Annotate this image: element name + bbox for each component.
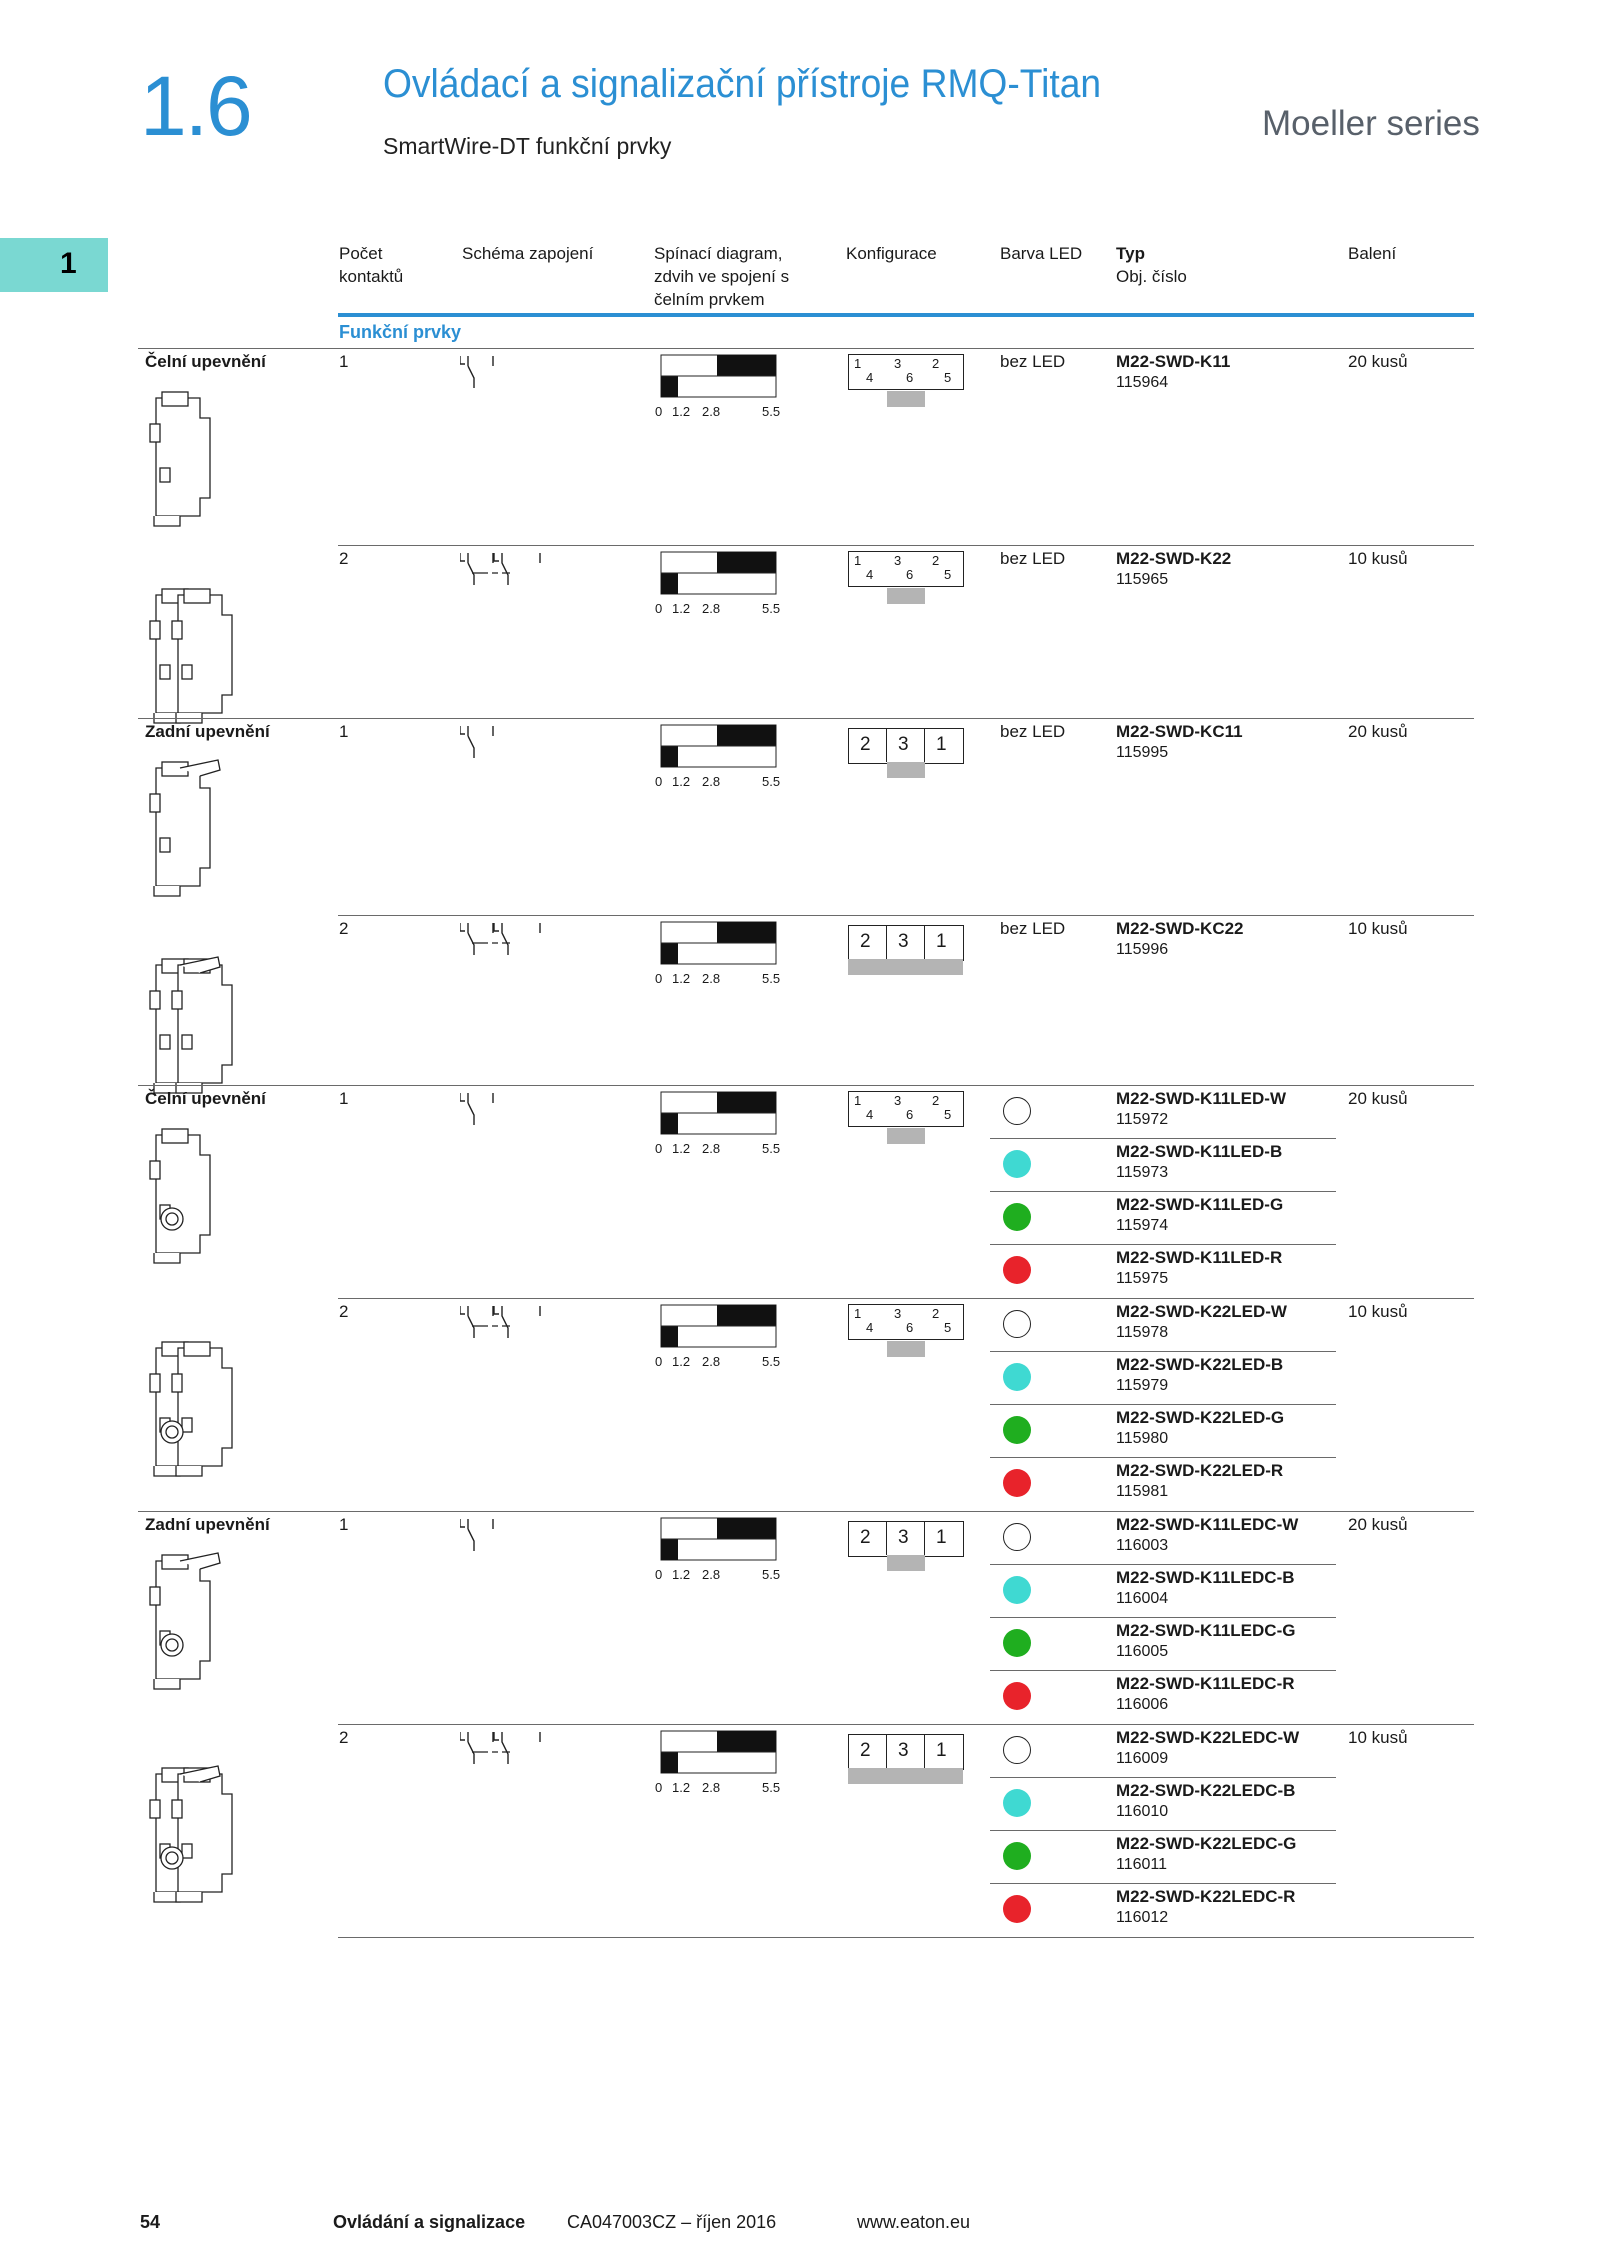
row-divider [338,915,1474,916]
product-type: M22-SWD-K11LED-W [1116,1089,1287,1108]
order-number: 115973 [1116,1164,1169,1181]
led-color-swatch [1003,1576,1031,1604]
config-terminal-label: 6 [906,370,914,385]
config-terminal-label: 4 [866,567,874,582]
config-terminal-label: 2 [932,1093,940,1108]
row-divider [338,1724,1474,1725]
diagram-tick-label: 2.8 [702,1141,721,1156]
diagram-tick-label: 1.2 [672,774,691,789]
row-divider [338,348,1474,349]
variant-divider [990,1617,1336,1618]
config-divider [924,728,925,762]
led-color-swatch [1003,1203,1031,1231]
pack-size: 20 kusů [1348,1515,1408,1534]
header-rule [338,313,1474,317]
contact-element-illustration [140,1551,250,1701]
variant-divider [990,1830,1336,1831]
variant-divider [990,1457,1336,1458]
product-type: M22-SWD-K11 [1116,352,1231,371]
diagram-tick-label: 0 [655,601,663,616]
series-label: Moeller series [1262,104,1480,143]
contact-count: 2 [339,549,349,568]
diagram-tick-label: 1.2 [672,1141,691,1156]
config-terminal-label: 3 [894,356,902,371]
product-type: M22-SWD-K22LEDC-W [1116,1728,1300,1747]
config-terminal-label: 2 [860,931,871,952]
config-divider [924,1734,925,1768]
order-number: 116006 [1116,1696,1169,1713]
column-header-count: Počet kontaktů [339,244,404,286]
product-type: M22-SWD-K22LEDC-G [1116,1834,1297,1853]
column-header-type [1116,242,1187,288]
config-terminal-label: 2 [932,356,940,371]
led-color-swatch [1003,1789,1031,1817]
config-slot-shade [887,1128,925,1144]
wiring-schema-icon [460,724,580,774]
contact-element-illustration [140,1764,250,1914]
product-type: M22-SWD-K11LEDC-W [1116,1515,1299,1534]
mounting-group-label: Zadní upevnění [145,1515,270,1534]
row-divider [338,1298,1474,1299]
page-subtitle: SmartWire-DT funkční prvky [383,133,672,159]
diagram-tick-label: 5.5 [762,404,781,419]
config-terminal-label: 3 [894,1306,902,1321]
variant-divider [990,1777,1336,1778]
diagram-tick-label: 1.2 [672,1780,691,1795]
config-terminal-label: 1 [854,1093,862,1108]
config-terminal-label: 1 [936,931,947,952]
variant-divider [990,1244,1336,1245]
order-number: 115975 [1116,1270,1169,1287]
diagram-tick-label: 1.2 [672,1354,691,1369]
config-terminal-label: 1 [854,356,862,371]
contact-element-illustration [140,758,250,908]
config-terminal-label: 1 [854,553,862,568]
diagram-tick-label: 5.5 [762,774,781,789]
config-terminal-label: 3 [898,1527,909,1548]
order-number: 116011 [1116,1856,1168,1873]
config-slot-shade [887,391,925,407]
order-number: 116005 [1116,1643,1169,1660]
wiring-schema-icon [460,1730,580,1780]
config-divider [886,1521,887,1555]
config-terminal-label: 4 [866,370,874,385]
footer-url[interactable]: www.eaton.eu [857,2212,971,2232]
variant-divider [990,1670,1336,1671]
contact-element-illustration [140,955,250,1105]
diagram-tick-label: 0 [655,1567,663,1582]
variant-divider [990,1883,1336,1884]
contact-element-illustration [140,1338,250,1488]
pack-size: 20 kusů [1348,352,1408,371]
diagram-tick-label: 5.5 [762,1780,781,1795]
side-tab-label: 1 [60,247,77,280]
chapter-side-tab [0,238,108,292]
row-divider [138,718,338,719]
product-type: M22-SWD-K22 [1116,549,1232,568]
column-header-schema: Schéma zapojení [462,244,594,263]
order-number: 116012 [1116,1909,1169,1926]
diagram-tick-label: 5.5 [762,1567,781,1582]
product-type: M22-SWD-K22LED-B [1116,1355,1284,1374]
row-divider [338,1085,1474,1086]
wiring-schema-icon [460,921,580,971]
config-terminal-label: 5 [944,567,952,582]
wiring-schema-icon [460,354,580,404]
contact-count: 2 [339,1728,349,1747]
config-terminal-label: 4 [866,1107,874,1122]
product-type: M22-SWD-K11LEDC-B [1116,1568,1295,1587]
diagram-tick-label: 1.2 [672,971,691,986]
pack-size: 20 kusů [1348,722,1408,741]
footer-doc-code: CA047003CZ – říjen 2016 [567,2212,777,2232]
diagram-tick-label: 5.5 [762,1354,781,1369]
diagram-tick-label: 2.8 [702,404,721,419]
diagram-tick-label: 0 [655,1354,663,1369]
diagram-tick-label: 2.8 [702,1780,721,1795]
table-bottom-rule [338,1937,1474,1938]
order-number: 115995 [1116,744,1169,761]
footer-doc-title: Ovládání a signalizace [333,2212,526,2232]
led-color-swatch [1003,1736,1031,1764]
row-divider [138,348,338,349]
chapter-number: 1.6 [140,59,251,153]
order-number: 115978 [1116,1324,1169,1341]
config-divider [886,1734,887,1768]
diagram-tick-label: 2.8 [702,1354,721,1369]
order-number: 115965 [1116,571,1169,588]
column-header-order-label: Obj. číslo [1116,267,1187,286]
config-divider [924,1521,925,1555]
page-title: Ovládací a signalizační přístroje RMQ-Titan [383,62,1102,106]
product-type: M22-SWD-K22LED-G [1116,1408,1285,1427]
diagram-tick-label: 2.8 [702,1567,721,1582]
contact-count: 1 [339,1089,349,1108]
contact-count: 1 [339,352,349,371]
order-number: 116009 [1116,1750,1169,1767]
led-color-swatch [1003,1310,1031,1338]
row-divider [338,1511,1474,1512]
diagram-tick-label: 5.5 [762,601,781,616]
config-terminal-label: 1 [854,1306,862,1321]
pack-size: 10 kusů [1348,919,1408,938]
order-number: 115979 [1116,1377,1169,1394]
led-color-swatch [1003,1469,1031,1497]
config-terminal-label: 1 [936,1740,947,1761]
config-terminal-label: 2 [932,553,940,568]
product-type: M22-SWD-K22LED-W [1116,1302,1287,1321]
diagram-tick-label: 5.5 [762,971,781,986]
section-heading: Funkční prvky [339,322,462,342]
product-type: M22-SWD-K22LEDC-R [1116,1887,1296,1906]
config-terminal-label: 2 [860,1527,871,1548]
row-divider [338,718,1474,719]
order-number: 115974 [1116,1217,1169,1234]
pack-size: 10 kusů [1348,1728,1408,1747]
order-number: 115972 [1116,1111,1169,1128]
config-terminal-label: 3 [898,734,909,755]
product-type: M22-SWD-K11LED-B [1116,1142,1283,1161]
product-type: M22-SWD-K11LEDC-R [1116,1674,1295,1693]
config-terminal-label: 6 [906,1107,914,1122]
product-type: M22-SWD-K22LED-R [1116,1461,1284,1480]
config-terminal-label: 5 [944,1107,952,1122]
contact-count: 1 [339,722,349,741]
config-terminal-label: 6 [906,567,914,582]
wiring-schema-icon [460,1091,580,1141]
row-divider [138,1511,338,1512]
product-type: M22-SWD-K11LED-G [1116,1195,1284,1214]
config-slot-shade [887,762,925,778]
config-slot-shade [887,1341,925,1357]
product-type: M22-SWD-K22LEDC-B [1116,1781,1296,1800]
led-color-text: bez LED [1000,352,1066,371]
led-color-swatch [1003,1150,1031,1178]
contact-count: 1 [339,1515,349,1534]
column-header-pack: Balení [1348,244,1397,263]
config-slot-shade [848,1768,963,1784]
product-type: M22-SWD-K11LEDC-G [1116,1621,1296,1640]
config-terminal-label: 5 [944,370,952,385]
contact-element-illustration [140,585,250,735]
config-terminal-label: 1 [936,734,947,755]
diagram-tick-label: 0 [655,971,663,986]
row-divider [138,1085,338,1086]
led-color-text: bez LED [1000,919,1066,938]
contact-element-illustration [140,388,250,538]
mounting-group-label: Čelní upevnění [145,1089,266,1108]
diagram-tick-label: 2.8 [702,601,721,616]
config-divider [924,925,925,959]
column-header-type-label: Typ [1116,244,1145,263]
led-color-swatch [1003,1416,1031,1444]
led-color-swatch [1003,1842,1031,1870]
product-type: M22-SWD-KC11 [1116,722,1243,741]
pack-size: 10 kusů [1348,1302,1408,1321]
led-color-swatch [1003,1682,1031,1710]
variant-divider [990,1138,1336,1139]
order-number: 115996 [1116,941,1169,958]
config-terminal-label: 2 [932,1306,940,1321]
config-terminal-label: 4 [866,1320,874,1335]
column-header-led: Barva LED [1000,244,1083,263]
config-slot-shade [848,959,963,975]
config-terminal-label: 2 [860,1740,871,1761]
pack-size: 10 kusů [1348,549,1408,568]
variant-divider [990,1191,1336,1192]
column-header-config: Konfigurace [846,244,937,263]
config-terminal-label: 3 [894,553,902,568]
led-color-swatch [1003,1363,1031,1391]
led-color-swatch [1003,1097,1031,1125]
order-number: 115980 [1116,1430,1169,1447]
wiring-schema-icon [460,551,580,601]
config-divider [886,728,887,762]
led-color-text: bez LED [1000,549,1066,568]
wiring-schema-icon [460,1304,580,1354]
contact-count: 2 [339,1302,349,1321]
config-terminal-label: 5 [944,1320,952,1335]
config-terminal-label: 3 [898,931,909,952]
diagram-tick-label: 2.8 [702,971,721,986]
led-color-text: bez LED [1000,722,1066,741]
led-color-swatch [1003,1895,1031,1923]
order-number: 116003 [1116,1537,1169,1554]
pack-size: 20 kusů [1348,1089,1408,1108]
config-terminal-label: 3 [898,1740,909,1761]
order-number: 116004 [1116,1590,1169,1607]
variant-divider [990,1564,1336,1565]
config-divider [886,925,887,959]
diagram-tick-label: 1.2 [672,404,691,419]
variant-divider [990,1404,1336,1405]
product-type: M22-SWD-KC22 [1116,919,1244,938]
diagram-tick-label: 0 [655,404,663,419]
contact-count: 2 [339,919,349,938]
config-slot-shade [887,588,925,604]
diagram-tick-label: 0 [655,1780,663,1795]
product-type: M22-SWD-K11LED-R [1116,1248,1283,1267]
config-terminal-label: 6 [906,1320,914,1335]
config-terminal-label: 3 [894,1093,902,1108]
diagram-tick-label: 5.5 [762,1141,781,1156]
footer-page-number: 54 [140,2212,161,2232]
diagram-tick-label: 1.2 [672,1567,691,1582]
row-divider [338,545,1474,546]
led-color-swatch [1003,1523,1031,1551]
led-color-swatch [1003,1256,1031,1284]
column-header-diagram: Spínací diagram, zdvih ve spojení s čelním prvkem [654,244,790,309]
variant-divider [990,1351,1336,1352]
config-terminal-label: 1 [936,1527,947,1548]
wiring-schema-icon [460,1517,580,1567]
config-slot-shade [887,1555,925,1571]
mounting-group-label: Zadní upevnění [145,722,270,741]
diagram-tick-label: 1.2 [672,601,691,616]
order-number: 115981 [1116,1483,1169,1500]
mounting-group-label: Čelní upevnění [145,352,266,371]
order-number: 116010 [1116,1803,1169,1820]
order-number: 115964 [1116,374,1169,391]
diagram-tick-label: 0 [655,1141,663,1156]
diagram-tick-label: 2.8 [702,774,721,789]
led-color-swatch [1003,1629,1031,1657]
diagram-tick-label: 0 [655,774,663,789]
config-terminal-label: 2 [860,734,871,755]
contact-element-illustration [140,1125,250,1275]
